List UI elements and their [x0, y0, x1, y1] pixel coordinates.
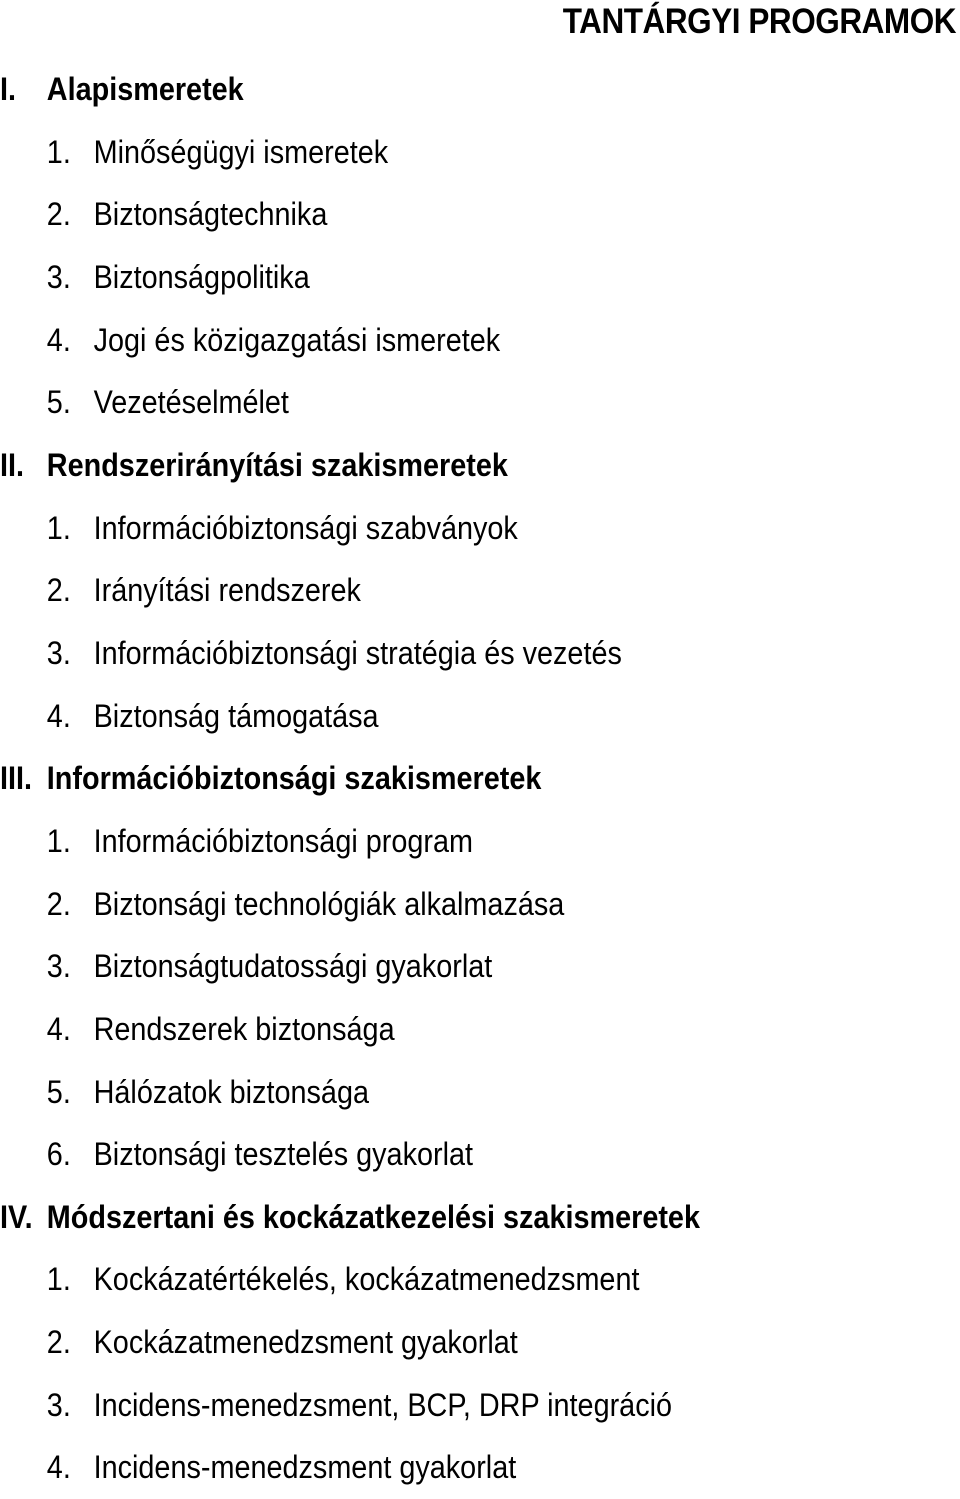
item-number: 6.	[46, 1136, 71, 1173]
section-numeral: II.	[0, 446, 25, 483]
section-title: Módszertani és kockázatkezelési szakismeretek	[46, 1198, 700, 1235]
list-item	[0, 810, 864, 873]
item-number: 2.	[46, 196, 71, 233]
item-label: Kockázatértékelés, kockázatmenedzsment	[93, 1261, 640, 1298]
item-label: Incidens-menedzsment, BCP, DRP integráció	[93, 1386, 673, 1423]
list-item	[0, 935, 864, 998]
list-item	[0, 1248, 864, 1311]
item-number: 5.	[46, 1073, 71, 1110]
list-item	[0, 309, 864, 372]
item-number: 2.	[46, 1324, 71, 1361]
item-label: Jogi és közigazgatási ismeretek	[93, 321, 501, 358]
item-number: 5.	[46, 384, 71, 421]
list-item	[0, 622, 864, 685]
item-number: 4.	[46, 1010, 71, 1047]
list-item	[0, 1311, 864, 1374]
item-label: Hálózatok biztonsága	[93, 1073, 369, 1110]
item-label: Vezetéselmélet	[93, 384, 289, 421]
item-number: 4.	[46, 321, 71, 358]
list-item	[0, 998, 864, 1061]
list-item	[0, 497, 864, 560]
list-item	[0, 121, 864, 184]
item-number: 1.	[46, 509, 71, 546]
item-label: Minőségügyi ismeretek	[93, 133, 389, 170]
section-heading	[0, 1186, 864, 1249]
section-numeral: III.	[0, 760, 33, 797]
item-label: Biztonsági tesztelés gyakorlat	[93, 1136, 473, 1173]
list-item	[0, 1436, 864, 1499]
item-label: Rendszerek biztonsága	[93, 1010, 395, 1047]
list-item	[0, 371, 864, 434]
item-label: Biztonságtudatossági gyakorlat	[93, 948, 493, 985]
item-label: Biztonságpolitika	[93, 258, 310, 295]
item-number: 3.	[46, 258, 71, 295]
item-number: 4.	[46, 1449, 71, 1486]
section-numeral: I.	[0, 71, 17, 107]
page-title: TANTÁRGYI PROGRAMOK	[562, 2, 956, 41]
item-number: 4.	[46, 697, 71, 734]
item-label: Információbiztonsági szabványok	[93, 509, 518, 546]
section-title: Információbiztonsági szakismeretek	[46, 760, 542, 797]
item-number: 1.	[46, 822, 71, 859]
list-item	[0, 1123, 864, 1186]
item-number: 1.	[46, 1261, 71, 1298]
section-numeral: IV.	[0, 1198, 33, 1235]
item-label: Incidens-menedzsment gyakorlat	[93, 1449, 517, 1486]
section-title: Rendszerirányítási szakismeretek	[46, 446, 508, 483]
section-heading	[0, 747, 864, 810]
item-label: Információbiztonsági program	[93, 822, 473, 859]
item-label: Biztonság támogatása	[93, 697, 379, 734]
section-heading	[0, 434, 864, 497]
list-item	[0, 1374, 864, 1437]
item-number: 2.	[46, 572, 71, 609]
section-title: Alapismeretek	[46, 71, 244, 107]
list-item	[0, 183, 864, 246]
item-label: Információbiztonsági stratégia és vezetés	[93, 634, 622, 671]
item-number: 3.	[46, 948, 71, 985]
list-item	[0, 1061, 864, 1124]
item-label: Irányítási rendszerek	[93, 572, 361, 609]
item-number: 1.	[46, 133, 71, 170]
list-item	[0, 685, 864, 748]
item-number: 3.	[46, 634, 71, 671]
list-item	[0, 559, 864, 622]
curriculum-outline	[0, 58, 960, 1499]
list-item	[0, 873, 864, 936]
item-label: Biztonságtechnika	[93, 196, 328, 233]
section-heading	[0, 58, 864, 121]
item-label: Kockázatmenedzsment gyakorlat	[93, 1324, 518, 1361]
list-item	[0, 246, 864, 309]
item-label: Biztonsági technológiák alkalmazása	[93, 885, 565, 922]
item-number: 3.	[46, 1386, 71, 1423]
item-number: 2.	[46, 885, 71, 922]
